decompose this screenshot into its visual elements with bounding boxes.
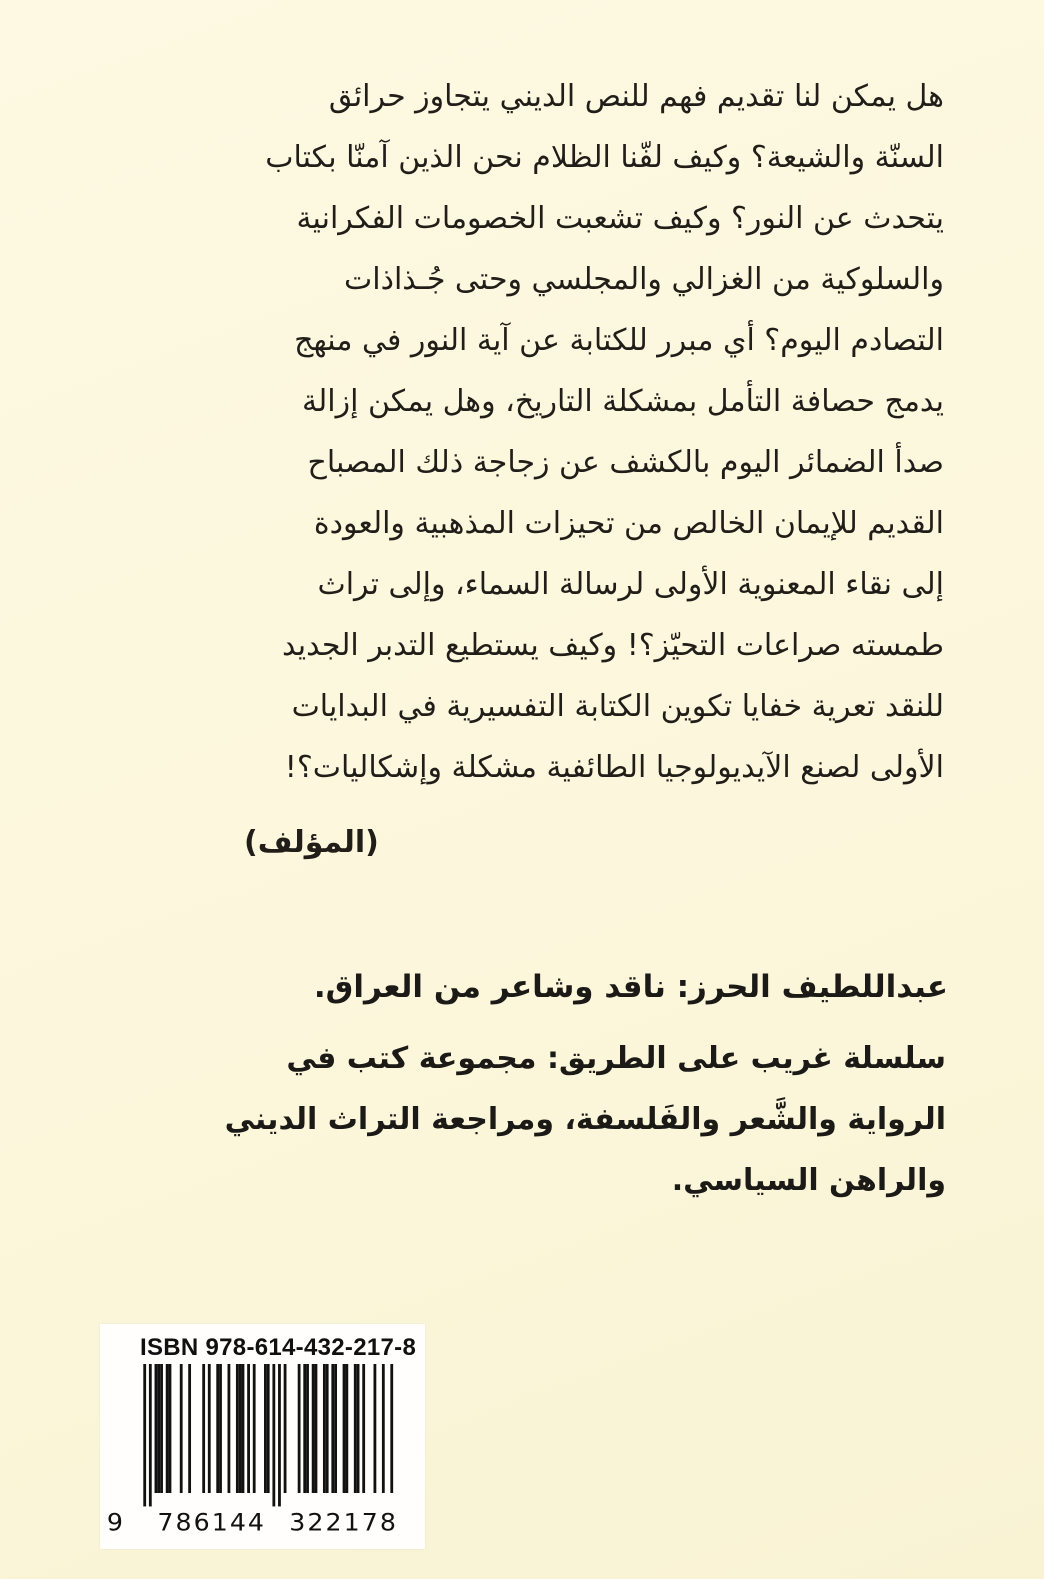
series-description <box>224 1028 946 1211</box>
blurb-line: السنّة والشيعة؟ وكيف لفّنا الظلام نحن الذين آمنّا بكتاب <box>265 140 944 175</box>
isbn-barcode-panel <box>100 1324 425 1549</box>
svg-text:786144: 786144 <box>157 1508 265 1536</box>
author-attribution: (المؤلف) <box>244 825 379 860</box>
series-line: والراهن السياسي. <box>671 1163 946 1198</box>
ean13-barcode <box>104 1364 410 1536</box>
blurb-line: يدمج حصافة التأمل بمشكلة التاريخ، وهل يمكن إزالة <box>302 384 944 419</box>
isbn-label: ISBN 978-614-432-217-8 <box>140 1334 417 1361</box>
blurb-line: طمسته صراعات التحيّز؟! وكيف يستطيع التدبر الجديد <box>282 628 944 663</box>
series-line: سلسلة غريب على الطريق: مجموعة كتب في <box>286 1041 946 1076</box>
blurb-line: صدأ الضمائر اليوم بالكشف عن زجاجة ذلك المصباح <box>307 445 944 480</box>
blurb-line: القديم للإيمان الخالص من تحيزات المذهبية والعودة <box>313 506 944 541</box>
blurb-line: للنقد تعرية خفايا تكوين الكتابة التفسيرية في البدايات <box>291 689 944 724</box>
blurb-line: والسلوكية من الغزالي والمجلسي وحتى جُـذاذات <box>344 262 944 297</box>
blurb-line: الأولى لصنع الآيديولوجيا الطائفية مشكلة وإشكاليات؟! <box>284 750 944 785</box>
blurb-line: التصادم اليوم؟ أي مبرر للكتابة عن آية النور في منهج <box>294 323 944 358</box>
svg-text:322178: 322178 <box>289 1508 396 1536</box>
blurb-line: إلى نقاء المعنوية الأولى لرسالة السماء، وإلى تراث <box>317 567 944 602</box>
svg-text:9: 9 <box>106 1508 123 1536</box>
back-cover-blurb <box>230 66 944 873</box>
blurb-line: هل يمكن لنا تقديم فهم للنص الديني يتجاوز حرائق <box>328 79 944 114</box>
series-line: الرواية والشَّعر والفَلسفة، ومراجعة التراث الديني <box>224 1102 946 1137</box>
blurb-line: يتحدث عن النور؟ وكيف تشعبت الخصومات الفكرانية <box>296 201 944 236</box>
author-bio: عبداللطيف الحرز: ناقد وشاعر من العراق. <box>313 969 948 1005</box>
